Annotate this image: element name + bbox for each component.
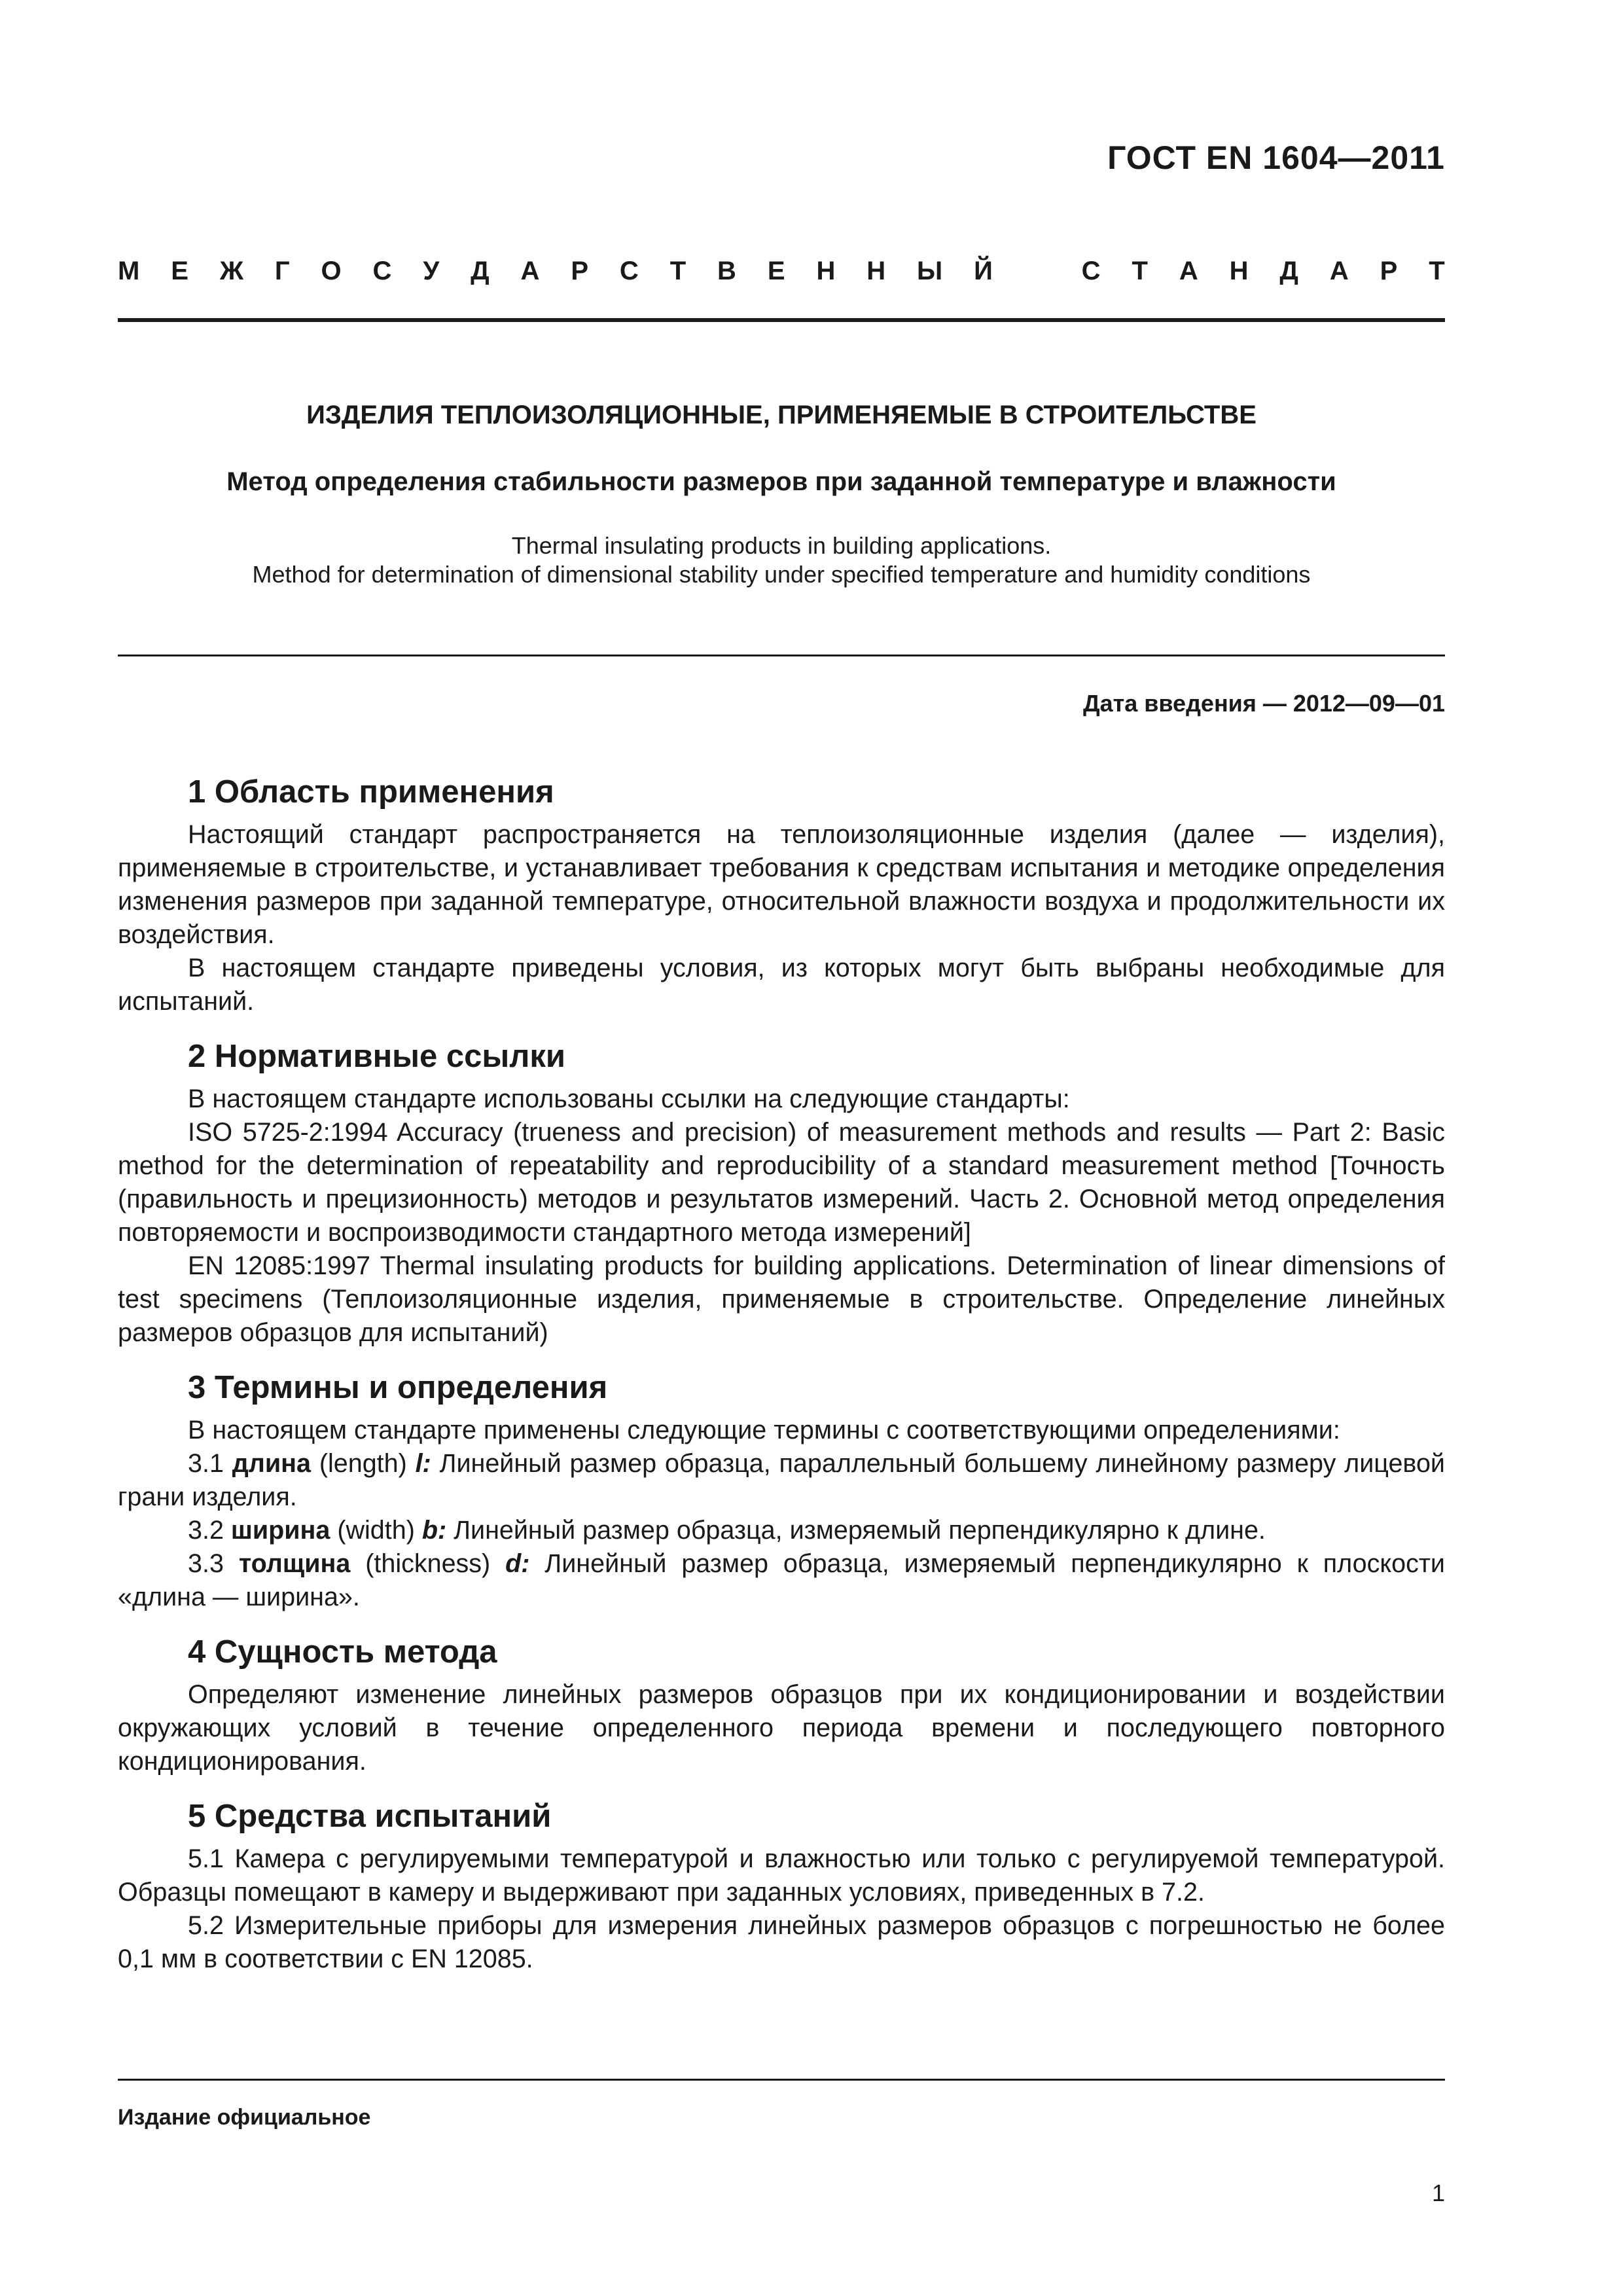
term-number: 3.2 — [188, 1516, 224, 1545]
paragraph: В настоящем стандарте использованы ссылки на следующие стандарты: — [188, 1085, 1070, 1113]
section-test-equipment — [118, 1797, 1445, 1976]
banner-letter: Т — [1429, 257, 1445, 285]
term-english: (thickness) — [350, 1549, 506, 1578]
term-width — [118, 1514, 1445, 1547]
term-name: толщина — [238, 1549, 351, 1578]
paragraph: Определяют изменение линейных размеров образцов при их кондиционировании и воздействии окружающих условий в течение определенного периода времени и последующего повторного кондиционирования. — [118, 1680, 1445, 1776]
banner-letter: Т — [669, 257, 687, 285]
banner-letter: Н — [1229, 257, 1249, 285]
banner-letter: С — [619, 257, 639, 285]
banner-letter: Е — [767, 257, 785, 285]
banner-letter: Т — [1132, 257, 1148, 285]
banner-letter: Ы — [917, 257, 943, 285]
introduction-date: Дата введения — 2012—09—01 — [1082, 690, 1445, 717]
banner-letter: Д — [1279, 257, 1298, 285]
banner-letter: М — [118, 257, 140, 285]
banner-letter: В — [717, 257, 736, 285]
banner-letter: Й — [974, 257, 993, 285]
banner-letter: С — [1081, 257, 1101, 285]
term-symbol: b: — [421, 1516, 447, 1545]
footer-rule — [118, 2079, 1445, 2081]
document-body — [118, 772, 1445, 1994]
title-rule — [118, 655, 1445, 656]
section-heading: 4 Сущность метода — [188, 1634, 497, 1670]
paragraph: 5.1 Камера с регулируемыми температурой и влажностью или только с регулируемой температурой. Образцы помещают в камеру и выдерживают при заданных условиях, приведенных в 7.2. — [118, 1844, 1445, 1907]
banner-word-gap — [1024, 257, 1050, 286]
official-edition-label: Издание официальное — [118, 2105, 371, 2130]
section-heading: 1 Область применения — [188, 774, 554, 810]
term-length — [118, 1447, 1445, 1514]
reference-en-12085: EN 12085:1997 Thermal insulating products for building applications. Determination of linear dimensions of test specimens (Теплоизоляционные изделия, применяемые в строительстве. Определение линейных размеров образцов для испытаний) — [118, 1251, 1445, 1347]
banner-letter: А — [1329, 257, 1349, 285]
term-number: 3.3 — [188, 1549, 224, 1578]
interstate-standard-banner — [118, 257, 1445, 286]
document-subtitle: Метод определения стабильности размеров при заданной температуре и влажности — [226, 467, 1336, 496]
section-scope — [118, 772, 1445, 1018]
english-title-line-1: Thermal insulating products in building applications. — [511, 532, 1052, 559]
section-heading: 2 Нормативные ссылки — [188, 1039, 565, 1074]
banner-letter: Г — [274, 257, 290, 285]
document-title: ИЗДЕЛИЯ ТЕПЛОИЗОЛЯЦИОННЫЕ, ПРИМЕНЯЕМЫЕ В СТРОИТЕЛЬСТВЕ — [306, 401, 1257, 429]
section-method-essence — [118, 1632, 1445, 1778]
term-definition: Линейный размер образца, измеряемый перпендикулярно к длине. — [446, 1516, 1266, 1545]
banner-letter: А — [520, 257, 540, 285]
banner-letter: С — [372, 257, 392, 285]
english-title-line-2: Method for determination of dimensional stability under specified temperature and humidity conditions — [252, 561, 1311, 588]
term-english: (length) — [311, 1449, 416, 1478]
banner-letter: Ж — [219, 257, 243, 285]
banner-letter: О — [321, 257, 342, 285]
banner-letter: Д — [471, 257, 490, 285]
term-symbol: l: — [415, 1449, 431, 1478]
banner-letter: У — [423, 257, 440, 285]
header-thick-rule — [118, 318, 1445, 322]
section-normative-references — [118, 1037, 1445, 1350]
document-code: ГОСТ EN 1604—2011 — [1107, 139, 1445, 176]
english-title — [118, 531, 1445, 589]
term-definition: Линейный размер образца, параллельный большему линейному размеру лицевой грани изделия. — [118, 1449, 1445, 1511]
reference-iso-5725: ISO 5725-2:1994 Accuracy (trueness and precision) of measurement methods and results — Part 2: Basic method for the determination of repeatability and reproducibility of a standard measurement method [Точность (правильность и прецизионность) методов и результатов измерений. Часть 2. Основной метод определения повторяемости и воспроизводимости стандартного метода измерений] — [118, 1118, 1445, 1247]
paragraph: Настоящий стандарт распространяется на теплоизоляционные изделия (далее — изделия), применяемые в строительстве, и устанавливает требования к средствам испытания и методике определения изменения размеров при заданной температуре, относительной влажности воздуха и продолжительности их воздействия. — [118, 820, 1445, 949]
term-name: длина — [232, 1449, 312, 1478]
banner-letter: Е — [171, 257, 188, 285]
term-thickness — [118, 1547, 1445, 1614]
banner-letter: А — [1179, 257, 1198, 285]
banner-letter: Р — [571, 257, 588, 285]
paragraph: В настоящем стандарте применены следующие термины с соответствующими определениями: — [188, 1416, 1340, 1444]
term-name: ширина — [230, 1516, 330, 1545]
paragraph: В настоящем стандарте приведены условия, из которых могут быть выбраны необходимые для испытаний. — [118, 954, 1445, 1016]
paragraph: 5.2 Измерительные приборы для измерения линейных размеров образцов с погрешностью не более 0,1 мм в соответствии с EN 12085. — [118, 1911, 1445, 1973]
term-symbol: d: — [505, 1549, 530, 1578]
page-number: 1 — [1431, 2179, 1445, 2206]
term-number: 3.1 — [188, 1449, 224, 1478]
section-terms-definitions — [118, 1368, 1445, 1614]
banner-letter: Н — [866, 257, 886, 285]
section-heading: 5 Средства испытаний — [188, 1799, 552, 1834]
banner-letter: Р — [1380, 257, 1398, 285]
banner-letter: Н — [816, 257, 836, 285]
term-definition: Линейный размер образца, измеряемый перпендикулярно к плоскости «длина — ширина». — [118, 1549, 1445, 1611]
section-heading: 3 Термины и определения — [188, 1370, 608, 1405]
term-english: (width) — [330, 1516, 422, 1545]
